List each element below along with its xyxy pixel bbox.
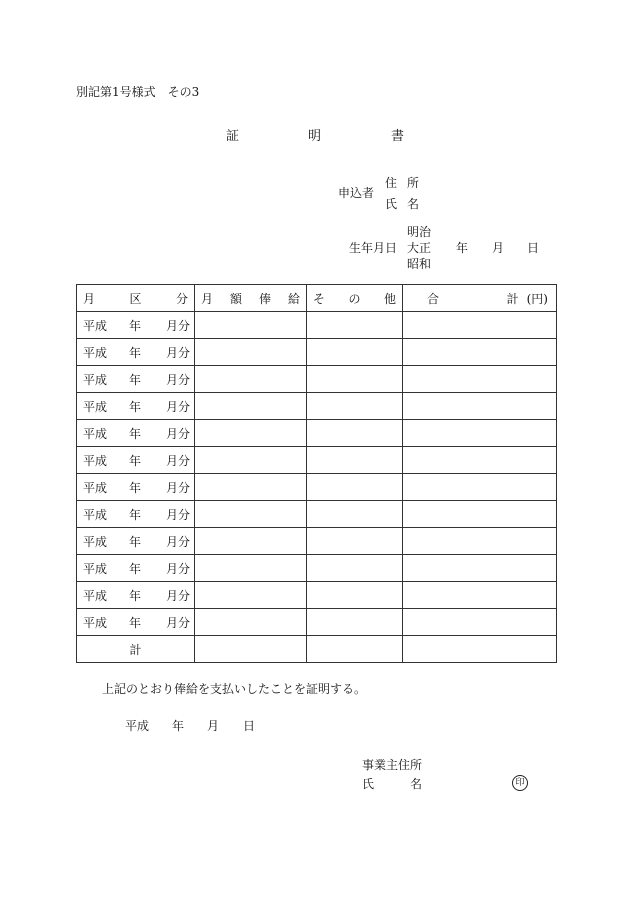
header-char: の xyxy=(348,291,361,306)
row-era: 平成 xyxy=(83,615,108,630)
header-char: 計 xyxy=(506,291,519,306)
period-cell xyxy=(77,555,195,582)
other-cell[interactable] xyxy=(307,555,403,582)
period-cell xyxy=(77,501,195,528)
employer-address-label: 事業主住所 xyxy=(362,758,423,772)
row-month-label: 月分 xyxy=(165,480,190,495)
era-showa: 昭和 xyxy=(407,257,432,271)
total-other-cell[interactable] xyxy=(307,636,403,663)
table-row xyxy=(77,501,557,528)
total-cell[interactable] xyxy=(403,447,557,474)
other-cell[interactable] xyxy=(307,609,403,636)
monthly-salary-cell[interactable] xyxy=(195,312,307,339)
address-label-char: 所 xyxy=(407,176,420,190)
row-month-label: 月分 xyxy=(165,318,190,333)
row-month-label: 月分 xyxy=(165,534,190,549)
header-char: (円) xyxy=(526,291,548,306)
header-period xyxy=(77,285,195,312)
row-year-label: 年 xyxy=(129,399,142,414)
address-label-char: 住 xyxy=(385,176,398,190)
row-year-label: 年 xyxy=(129,453,142,468)
era-meiji: 明治 xyxy=(407,225,432,239)
form-label: 別記第1号様式 その3 xyxy=(76,85,200,99)
period-cell xyxy=(77,339,195,366)
header-other xyxy=(307,285,403,312)
table-row xyxy=(77,609,557,636)
certification-statement: 上記のとおり俸給を支払いしたことを証明する。 xyxy=(102,682,367,696)
other-cell[interactable] xyxy=(307,447,403,474)
table-row xyxy=(77,447,557,474)
row-year-label: 年 xyxy=(129,588,142,603)
applicant-label: 申込者 xyxy=(338,186,375,200)
total-cell[interactable] xyxy=(403,528,557,555)
period-cell xyxy=(77,609,195,636)
row-month-label: 月分 xyxy=(165,615,190,630)
monthly-salary-cell[interactable] xyxy=(195,393,307,420)
row-era: 平成 xyxy=(83,345,108,360)
monthly-salary-cell[interactable] xyxy=(195,609,307,636)
other-cell[interactable] xyxy=(307,420,403,447)
row-month-label: 月分 xyxy=(165,345,190,360)
title-char: 書 xyxy=(391,129,405,144)
total-cell[interactable] xyxy=(403,339,557,366)
other-cell[interactable] xyxy=(307,312,403,339)
row-month-label: 月分 xyxy=(165,453,190,468)
row-year-label: 年 xyxy=(129,507,142,522)
era-taisho: 大正 xyxy=(407,241,432,255)
row-era: 平成 xyxy=(83,480,108,495)
table-row xyxy=(77,366,557,393)
row-era: 平成 xyxy=(83,318,108,333)
header-char: 俸 xyxy=(258,291,271,306)
header-monthly-salary xyxy=(195,285,307,312)
total-cell[interactable] xyxy=(403,609,557,636)
header-char: 区 xyxy=(129,291,142,306)
header-char: 額 xyxy=(229,291,242,306)
other-cell[interactable] xyxy=(307,582,403,609)
period-cell xyxy=(77,312,195,339)
total-cell[interactable] xyxy=(403,393,557,420)
period-cell xyxy=(77,420,195,447)
row-era: 平成 xyxy=(83,399,108,414)
header-char: 他 xyxy=(383,291,396,306)
period-cell xyxy=(77,582,195,609)
table-row xyxy=(77,393,557,420)
row-era: 平成 xyxy=(83,507,108,522)
monthly-salary-cell[interactable] xyxy=(195,555,307,582)
title-char: 証 xyxy=(226,129,240,144)
header-total xyxy=(403,285,557,312)
period-cell xyxy=(77,528,195,555)
row-year-label: 年 xyxy=(129,372,142,387)
row-month-label: 月分 xyxy=(165,372,190,387)
date-era: 平成 xyxy=(125,719,150,733)
monthly-salary-cell[interactable] xyxy=(195,582,307,609)
row-year-label: 年 xyxy=(129,426,142,441)
date-year-label: 年 xyxy=(172,719,185,733)
row-month-label: 月分 xyxy=(165,561,190,576)
table-row xyxy=(77,420,557,447)
date-month-label: 月 xyxy=(207,719,220,733)
employer-name-label-char: 氏 xyxy=(362,777,375,791)
monthly-salary-cell[interactable] xyxy=(195,474,307,501)
row-year-label: 年 xyxy=(129,615,142,630)
header-char: 給 xyxy=(287,291,300,306)
header-char: 分 xyxy=(175,291,188,306)
row-year-label: 年 xyxy=(129,534,142,549)
header-char: 月 xyxy=(83,291,96,306)
title-char: 明 xyxy=(308,129,322,144)
row-era: 平成 xyxy=(83,426,108,441)
other-cell[interactable] xyxy=(307,501,403,528)
birth-year-label: 年 xyxy=(456,241,469,255)
total-cell[interactable] xyxy=(403,420,557,447)
other-cell[interactable] xyxy=(307,393,403,420)
period-cell xyxy=(77,366,195,393)
monthly-salary-cell[interactable] xyxy=(195,339,307,366)
other-cell[interactable] xyxy=(307,474,403,501)
monthly-salary-cell[interactable] xyxy=(195,501,307,528)
total-cell[interactable] xyxy=(403,312,557,339)
table-total-row xyxy=(77,636,557,663)
name-label-char: 名 xyxy=(407,197,420,211)
row-year-label: 年 xyxy=(129,318,142,333)
total-monthly-salary-cell[interactable] xyxy=(195,636,307,663)
employer-name-label-char: 名 xyxy=(410,777,423,791)
other-cell[interactable] xyxy=(307,528,403,555)
salary-table xyxy=(76,284,557,663)
seal-icon: 印 xyxy=(512,775,528,791)
total-cell[interactable] xyxy=(403,555,557,582)
row-era: 平成 xyxy=(83,372,108,387)
date-day-label: 日 xyxy=(243,719,256,733)
period-cell xyxy=(77,447,195,474)
birthdate-label: 生年月日 xyxy=(349,241,398,255)
header-char: 月 xyxy=(201,291,214,306)
table-row xyxy=(77,555,557,582)
period-cell xyxy=(77,474,195,501)
row-era: 平成 xyxy=(83,453,108,468)
table-header-row xyxy=(77,285,557,312)
row-year-label: 年 xyxy=(129,480,142,495)
row-month-label: 月分 xyxy=(165,426,190,441)
birth-month-label: 月 xyxy=(492,241,505,255)
document-title xyxy=(0,130,630,144)
table-row xyxy=(77,312,557,339)
monthly-salary-cell[interactable] xyxy=(195,447,307,474)
row-year-label: 年 xyxy=(129,561,142,576)
header-char: そ xyxy=(313,291,326,306)
table-row xyxy=(77,528,557,555)
monthly-salary-cell[interactable] xyxy=(195,420,307,447)
monthly-salary-cell[interactable] xyxy=(195,528,307,555)
birth-day-label: 日 xyxy=(527,241,540,255)
total-cell[interactable] xyxy=(403,501,557,528)
row-month-label: 月分 xyxy=(165,507,190,522)
other-cell[interactable] xyxy=(307,366,403,393)
row-era: 平成 xyxy=(83,534,108,549)
total-cell[interactable] xyxy=(403,366,557,393)
table-row xyxy=(77,339,557,366)
grand-total-cell[interactable] xyxy=(403,636,557,663)
total-cell[interactable] xyxy=(403,582,557,609)
name-label-char: 氏 xyxy=(385,197,398,211)
row-year-label: 年 xyxy=(129,345,142,360)
period-cell xyxy=(77,393,195,420)
table-row xyxy=(77,582,557,609)
monthly-salary-cell[interactable] xyxy=(195,366,307,393)
other-cell[interactable] xyxy=(307,339,403,366)
row-month-label: 月分 xyxy=(165,588,190,603)
row-era: 平成 xyxy=(83,561,108,576)
total-cell[interactable] xyxy=(403,474,557,501)
header-char: 合 xyxy=(427,291,440,306)
total-label: 計 xyxy=(77,636,195,663)
row-era: 平成 xyxy=(83,588,108,603)
row-month-label: 月分 xyxy=(165,399,190,414)
table-row xyxy=(77,474,557,501)
